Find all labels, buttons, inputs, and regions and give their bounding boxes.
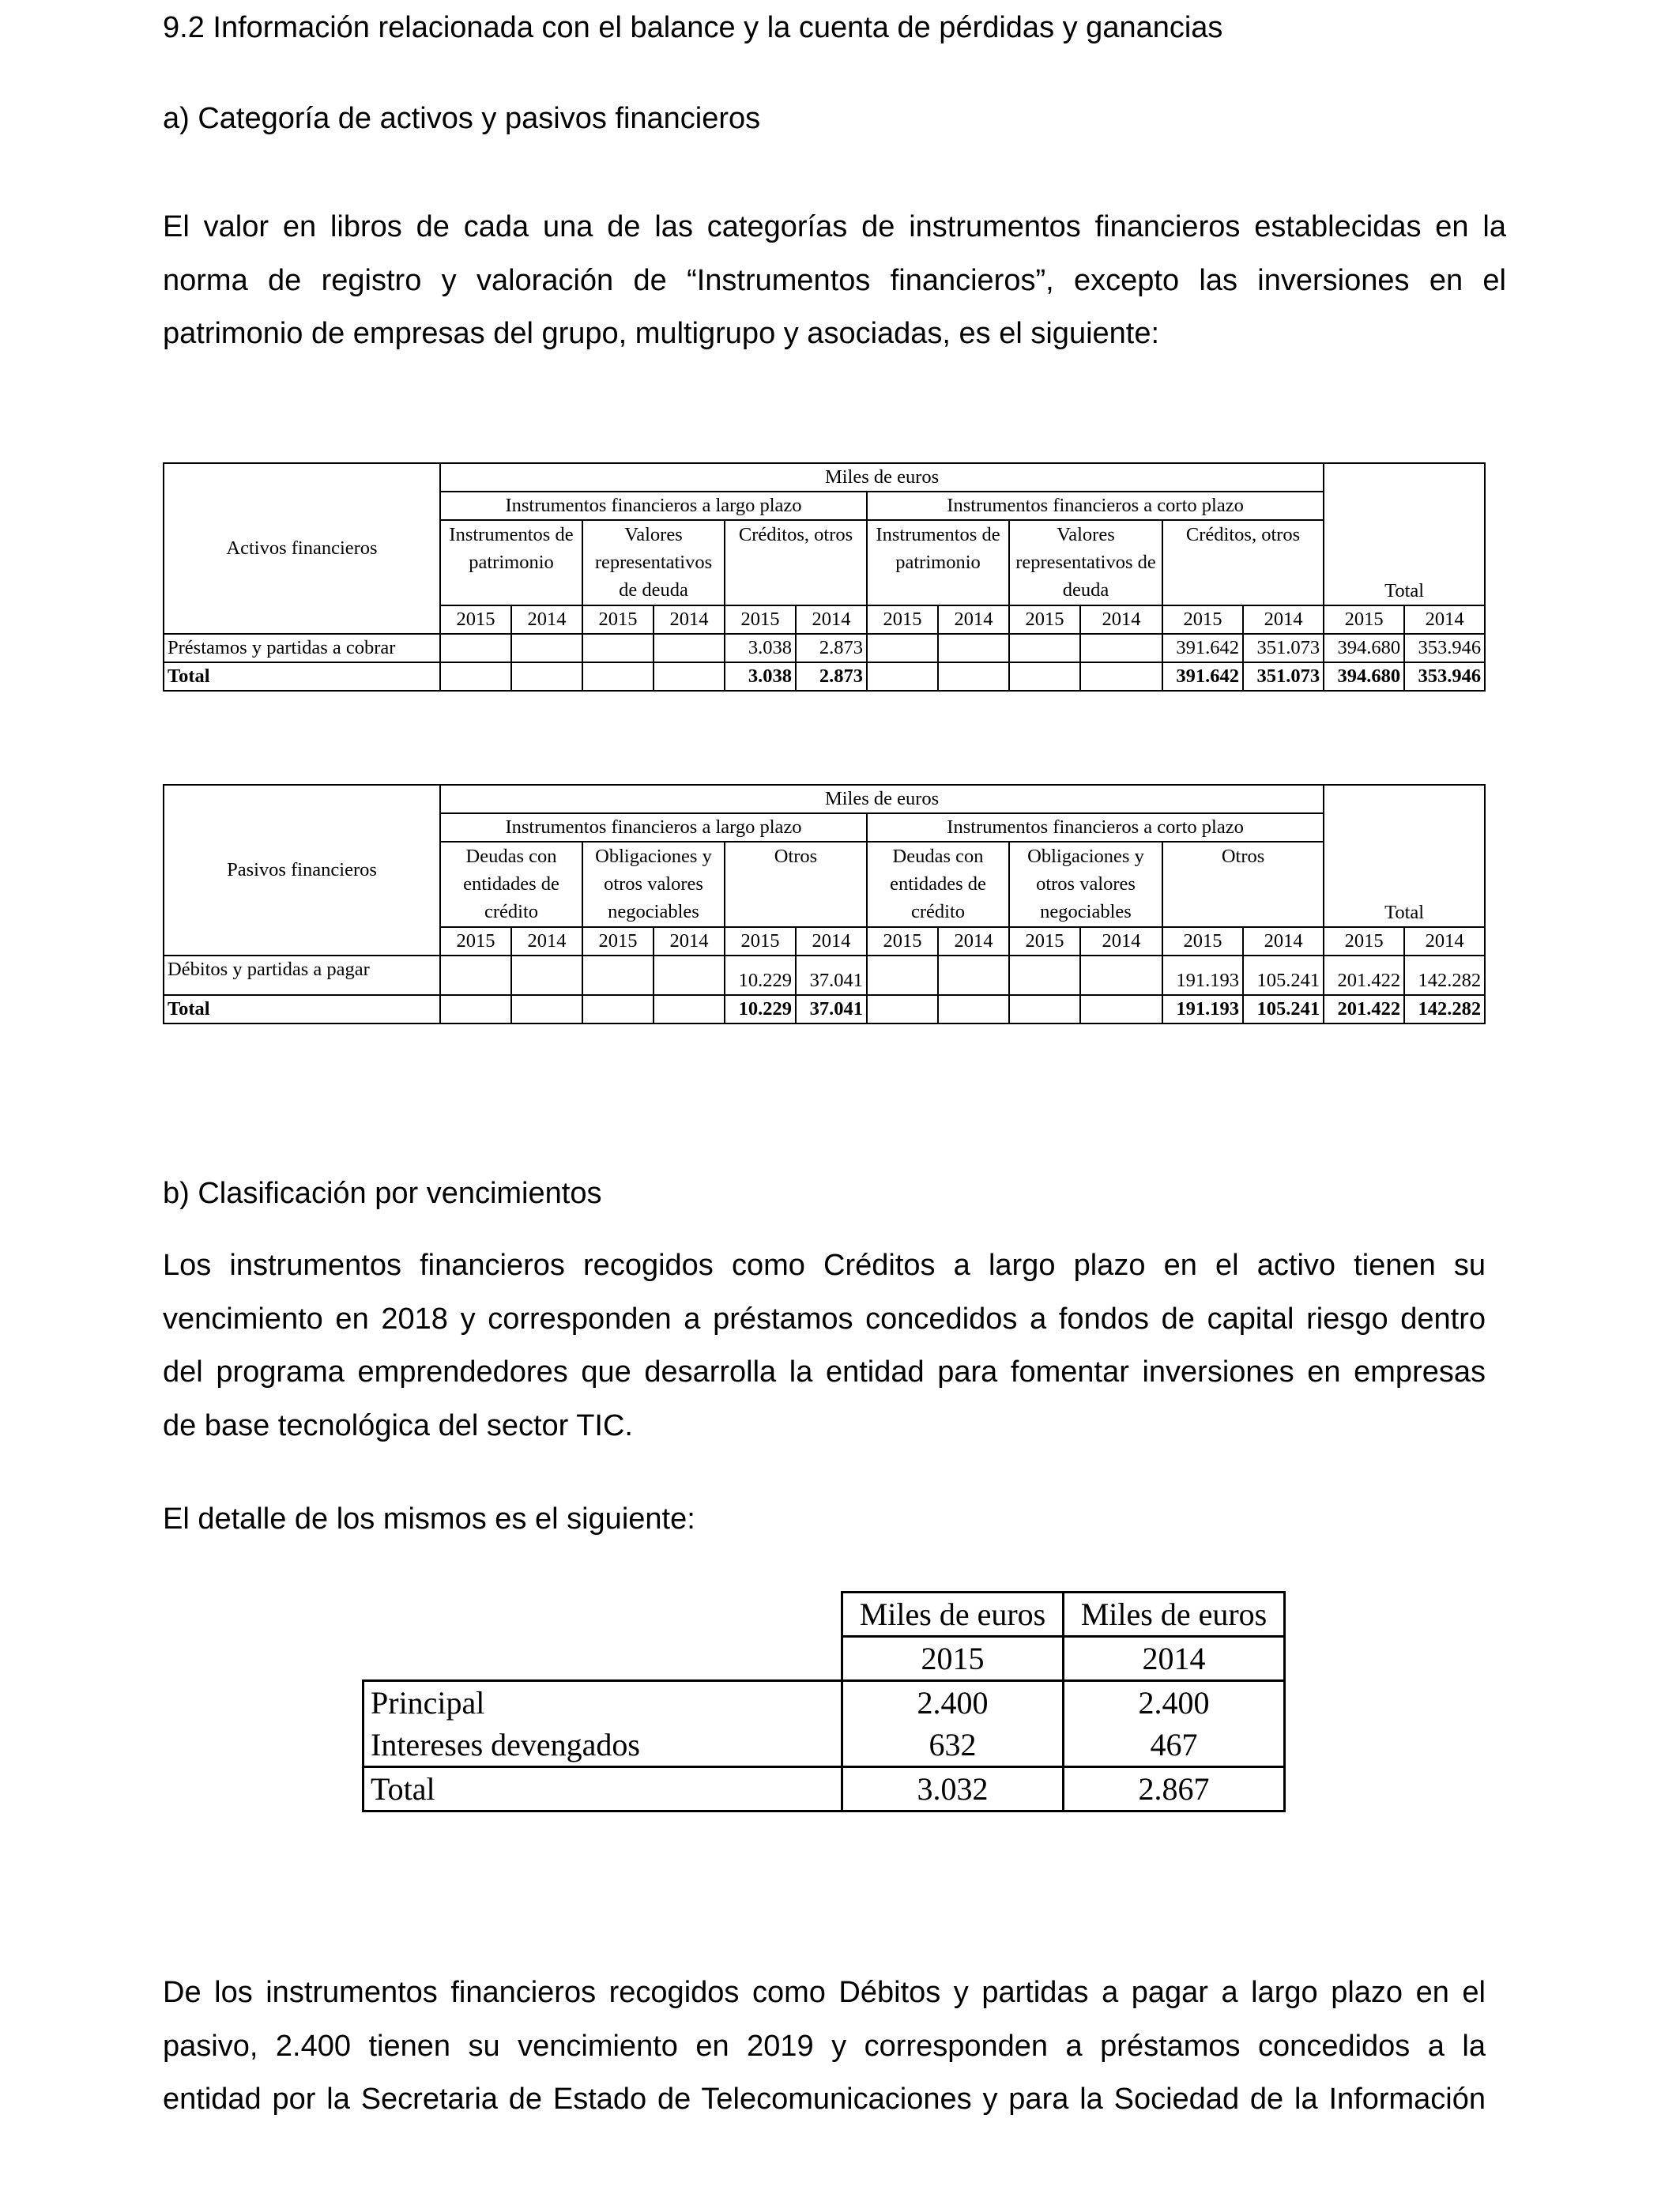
row-label: Débitos y partidas a pagar [164,956,440,995]
year-label: 2015 [1009,605,1080,634]
detalle-year1: 2015 [842,1637,1064,1681]
cell-value: 37.041 [796,995,867,1023]
activos-corto-plazo-header: Instrumentos financieros a corto plazo [867,492,1324,520]
table-row [363,1767,1285,1811]
activos-corto-cat2: Valores representativos de deuda [1009,520,1162,605]
cell-value: 191.193 [1162,956,1243,995]
year-label: 2014 [1080,927,1162,956]
row-label: Total [164,995,440,1023]
pasivos-total-header: Total [1324,785,1485,927]
cell-value: 351.073 [1243,634,1324,662]
pasivos-largo-cat1: Deudas con entidades de crédito [440,842,582,927]
cell-value: 2.873 [796,634,867,662]
cell-value: 353.946 [1404,662,1485,691]
cell-value: 3.032 [842,1767,1064,1811]
pasivos-corto-cat2: Obligaciones y otros valores negociables [1009,842,1162,927]
year-label: 2015 [582,605,654,634]
year-label: 2014 [796,605,867,634]
detalle-col1-header: Miles de euros [842,1593,1064,1637]
year-label: 2014 [938,927,1009,956]
pasivos-largo-plazo-header: Instrumentos financieros a largo plazo [440,813,867,842]
cell-value: 394.680 [1324,634,1404,662]
pasivos-corto-cat3: Otros [1162,842,1324,927]
detalle-col2-header: Miles de euros [1064,1593,1285,1637]
cell-value: 391.642 [1162,634,1243,662]
subsection-a-title: a) Categoría de activos y pasivos financieros [163,102,761,135]
pasivos-corto-cat1: Deudas con entidades de crédito [867,842,1009,927]
section-title: 9.2 Información relacionada con el balance y la cuenta de pérdidas y ganancias [163,11,1223,44]
cell-value: 467 [1064,1724,1285,1767]
cell-value: 10.229 [725,995,796,1023]
cell-value: 632 [842,1724,1064,1767]
paragraph-a-line: El valor en libros de cada una de las categorías de instrumentos financieros establecidas en la [163,210,1506,243]
table-row [164,956,1485,995]
paragraph-a [163,201,1506,361]
activos-miles-header: Miles de euros [440,463,1324,492]
year-label: 2015 [440,927,511,956]
cell-value: 10.229 [725,956,796,995]
year-label: 2015 [1324,927,1404,956]
row-label: Total [164,662,440,691]
cell-value: 142.282 [1404,995,1485,1023]
paragraph-c-line: pasivo, 2.400 tienen su vencimiento en 2019 y corresponden a préstamos concedidos a la [163,2029,1486,2063]
subsection-b-title: b) Clasificación por vencimientos [163,1177,602,1210]
cell-value: 142.282 [1404,956,1485,995]
year-label: 2014 [511,605,582,634]
table-row [164,634,1485,662]
pasivos-financieros-table [163,784,1486,1024]
year-label: 2014 [1243,927,1324,956]
cell-value: 2.867 [1064,1767,1285,1811]
year-label: 2015 [582,927,654,956]
year-label: 2014 [796,927,867,956]
paragraph-c [163,1966,1486,2127]
year-label: 2015 [725,927,796,956]
year-label: 2014 [938,605,1009,634]
year-label: 2015 [725,605,796,634]
paragraph-b-line: de base tecnológica del sector TIC. [163,1408,633,1442]
year-label: 2014 [1404,927,1485,956]
year-label: 2015 [1324,605,1404,634]
cell-value: 191.193 [1162,995,1243,1023]
paragraph-b-line: del programa emprendedores que desarrolla la entidad para fomentar inversiones en empresas [163,1355,1486,1389]
row-label: Préstamos y partidas a cobrar [164,634,440,662]
year-label: 2015 [1009,927,1080,956]
detalle-intro: El detalle de los mismos es el siguiente: [163,1502,695,1536]
cell-value: 2.400 [842,1681,1064,1725]
paragraph-a-line: norma de registro y valoración de “Instrumentos financieros”, excepto las inversiones en el [163,263,1506,297]
year-label: 2015 [440,605,511,634]
year-label: 2015 [1162,605,1243,634]
year-label: 2015 [1162,927,1243,956]
paragraph-b-line: vencimiento en 2018 y corresponden a préstamos concedidos a fondos de capital riesgo dentro [163,1302,1486,1336]
activos-largo-cat1: Instrumentos de patrimonio [440,520,582,605]
row-label: Intereses devengados [363,1724,842,1767]
cell-value: 2.873 [796,662,867,691]
year-label: 2014 [654,927,725,956]
activos-largo-cat3: Créditos, otros [725,520,867,605]
cell-value: 37.041 [796,956,867,995]
row-label: Total [363,1767,842,1811]
cell-value: 3.038 [725,634,796,662]
cell-value: 353.946 [1404,634,1485,662]
cell-value: 3.038 [725,662,796,691]
paragraph-b-line: Los instrumentos financieros recogidos como Créditos a largo plazo en el activo tienen su [163,1249,1486,1282]
detalle-table [362,1591,1286,1812]
activos-row-header: Activos financieros [164,463,440,634]
activos-financieros-table [163,462,1486,692]
year-label: 2014 [1080,605,1162,634]
activos-largo-plazo-header: Instrumentos financieros a largo plazo [440,492,867,520]
paragraph-a-line: patrimonio de empresas del grupo, multigrupo y asociadas, es el siguiente: [163,317,1160,350]
row-label: Principal [363,1681,842,1725]
pasivos-largo-cat2: Obligaciones y otros valores negociables [582,842,725,927]
cell-value: 351.073 [1243,662,1324,691]
paragraph-c-line: De los instrumentos financieros recogidos como Débitos y partidas a pagar a largo plazo en el [163,1976,1486,2009]
pasivos-miles-header: Miles de euros [440,785,1324,813]
table-row [363,1724,1285,1767]
activos-total-header: Total [1324,463,1485,605]
activos-largo-cat2: Valores representativos de deuda [582,520,725,605]
activos-corto-cat3: Créditos, otros [1162,520,1324,605]
year-label: 2014 [654,605,725,634]
table-row [164,995,1485,1023]
detalle-year2: 2014 [1064,1637,1285,1681]
year-label: 2015 [867,605,938,634]
activos-corto-cat1: Instrumentos de patrimonio [867,520,1009,605]
year-label: 2015 [867,927,938,956]
cell-value: 391.642 [1162,662,1243,691]
paragraph-b [163,1239,1486,1453]
cell-value: 201.422 [1324,956,1404,995]
cell-value: 2.400 [1064,1681,1285,1725]
table-row [164,662,1485,691]
cell-value: 201.422 [1324,995,1404,1023]
cell-value: 105.241 [1243,956,1324,995]
table-row [363,1681,1285,1725]
year-label: 2014 [1243,605,1324,634]
pasivos-corto-plazo-header: Instrumentos financieros a corto plazo [867,813,1324,842]
paragraph-c-line: entidad por la Secretaria de Estado de Telecomunicaciones y para la Sociedad de la Información [163,2083,1486,2116]
cell-value: 394.680 [1324,662,1404,691]
cell-value: 105.241 [1243,995,1324,1023]
pasivos-largo-cat3: Otros [725,842,867,927]
year-label: 2014 [1404,605,1485,634]
year-label: 2014 [511,927,582,956]
pasivos-row-header: Pasivos financieros [164,785,440,956]
